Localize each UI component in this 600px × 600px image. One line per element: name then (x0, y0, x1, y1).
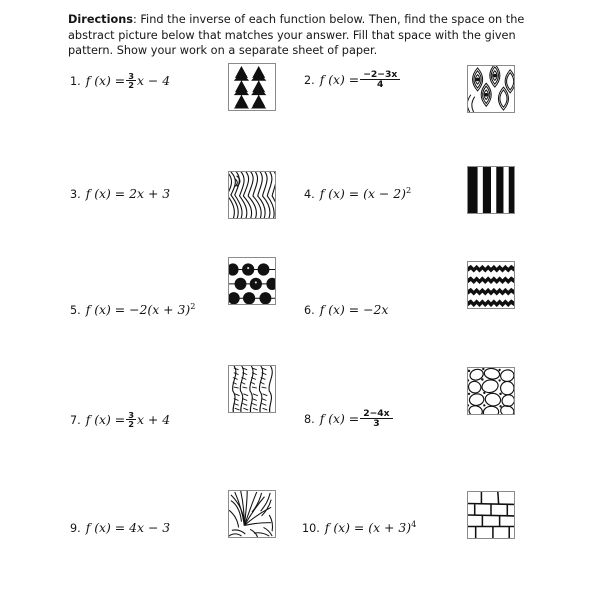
problem-number: 7. (70, 414, 81, 428)
tire-tread-pattern-icon (229, 366, 275, 412)
problem-10 (302, 520, 416, 535)
fraction (126, 411, 136, 429)
function-notation: f (x) = (319, 302, 360, 317)
function-notation: f (x) = (85, 73, 126, 89)
pattern-swatch-horizontal-bands (467, 261, 515, 309)
problem-expression (86, 72, 170, 90)
function-notation: f (x) = (85, 412, 126, 428)
problem-2 (304, 70, 401, 90)
fraction-numerator: 2−4x (360, 409, 392, 419)
problem-row (0, 490, 600, 600)
problem-number: 4. (304, 188, 315, 201)
fraction (360, 70, 400, 90)
function-notation: f (x) = (319, 72, 360, 88)
beads-dots-pattern-icon (229, 258, 275, 304)
fraction-denominator: 3 (373, 418, 380, 430)
problem-expression (86, 186, 170, 201)
exponent: 2 (190, 300, 196, 311)
triangle-trees-pattern-icon (229, 64, 275, 110)
problem-expression (320, 186, 412, 201)
problem-9 (70, 520, 170, 535)
brick-wall-pattern-icon (468, 492, 514, 538)
pattern-swatch-wavy-lines (228, 171, 276, 219)
problem-expression (86, 302, 196, 317)
problem-expression (320, 409, 394, 429)
expression-body: 2x + 3 (129, 186, 171, 201)
fraction-numerator: 3 (128, 71, 134, 81)
problem-number: 6. (304, 304, 315, 317)
function-notation: f (x) = (319, 411, 360, 427)
problem-number: 10. (302, 522, 320, 535)
fraction-denominator: 4 (377, 79, 384, 91)
function-notation: f (x) = (319, 186, 360, 201)
exponent: 4 (411, 518, 417, 529)
problem-number: 5. (70, 304, 81, 317)
problem-expression (86, 411, 170, 429)
pattern-swatch-triangle-trees (228, 63, 276, 111)
directions-text: : Find the inverse of each function below. Then, find the space on the abstract picture below that matches your answer. Fill that space with the given pattern. Show your work on a separate sheet of paper. (68, 13, 525, 58)
fraction-numerator: −2−3x (360, 70, 400, 80)
wavy-lines-pattern-icon (229, 172, 275, 218)
function-notation: f (x) = (85, 520, 126, 535)
problem-cell-10 (300, 490, 536, 600)
problem-6 (304, 302, 388, 317)
pebbles-stones-pattern-icon (468, 368, 514, 414)
expression-body: 4x − 3 (129, 520, 171, 535)
expression-body: −2x (363, 302, 389, 317)
pattern-swatch-leaf-eye (467, 65, 515, 113)
problem-cell-8 (300, 387, 536, 497)
problem-5 (70, 302, 195, 317)
expression-tail: x + 4 (136, 412, 171, 428)
function-notation: f (x) = (85, 302, 126, 317)
pattern-swatch-brick-wall (467, 491, 515, 539)
problem-cell-9 (66, 490, 296, 600)
problem-8 (304, 409, 394, 429)
function-notation: f (x) = (85, 186, 126, 201)
problem-cell-2 (300, 60, 536, 170)
problem-1 (70, 72, 170, 90)
problem-expression (320, 70, 402, 90)
pattern-swatch-beads-dots (228, 257, 276, 305)
problem-cell-1 (66, 60, 296, 170)
problem-number: 9. (70, 522, 81, 535)
vertical-stripes-pattern-icon (468, 167, 514, 213)
expression-body: −2(x + 3) (129, 302, 191, 317)
problem-row (0, 387, 600, 497)
fraction (126, 72, 136, 90)
pattern-swatch-tire-tread (228, 365, 276, 413)
fraction-numerator: 3 (128, 410, 134, 420)
pattern-swatch-pebbles-stones (467, 367, 515, 415)
problem-row (0, 60, 600, 170)
fraction (360, 409, 392, 429)
problem-expression (320, 302, 389, 317)
problem-3 (70, 186, 170, 201)
directions-paragraph (68, 12, 534, 59)
exponent: 2 (405, 184, 412, 195)
problem-expression (325, 520, 417, 535)
leaf-eye-pattern-icon (468, 66, 514, 112)
fan-floral-pattern-icon (229, 491, 275, 537)
fraction-denominator: 2 (128, 80, 134, 91)
problem-number: 1. (70, 75, 81, 89)
pattern-swatch-fan-floral (228, 490, 276, 538)
problem-expression (86, 520, 170, 535)
problem-cell-7 (66, 387, 296, 497)
expression-body: (x + 3) (368, 520, 412, 535)
problem-number: 3. (70, 188, 81, 201)
problem-4 (304, 186, 411, 201)
pattern-swatch-vertical-stripes (467, 166, 515, 214)
expression-body: (x − 2) (363, 186, 406, 201)
problem-7 (70, 411, 170, 429)
directions-label: Directions (68, 13, 133, 26)
fraction-denominator: 2 (128, 419, 134, 430)
horizontal-bands-pattern-icon (468, 262, 514, 308)
expression-tail: x − 4 (136, 73, 171, 89)
problem-number: 8. (304, 413, 315, 427)
problem-number: 2. (304, 74, 315, 88)
function-notation: f (x) = (324, 520, 365, 535)
